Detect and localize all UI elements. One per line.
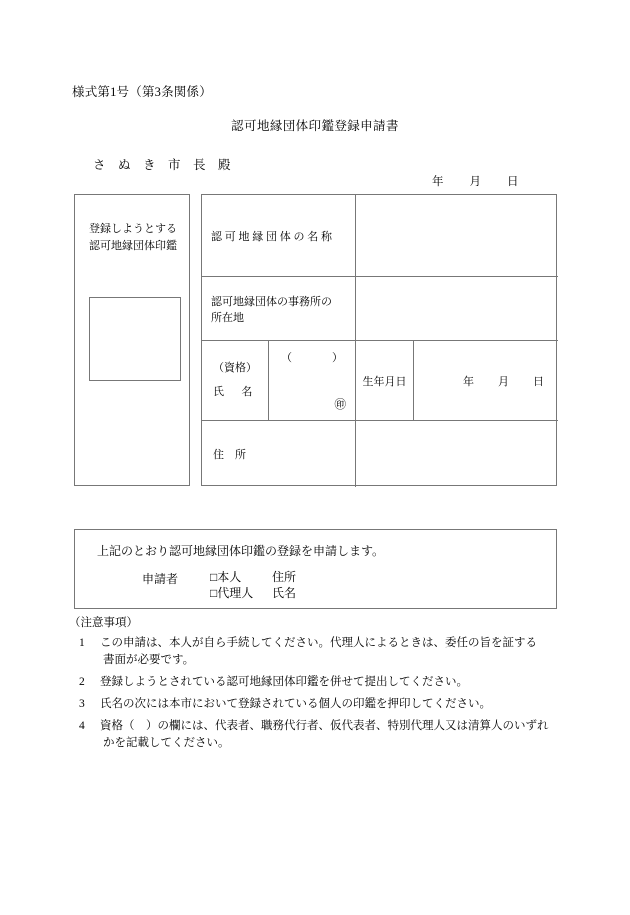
office-address-label: [202, 277, 356, 341]
addressee-line: さ ぬ き 市 長 殿: [93, 158, 231, 172]
qualification-label: （資格）: [213, 362, 257, 375]
checkbox-self[interactable]: □本人: [210, 570, 242, 584]
paren-open: （: [281, 352, 292, 364]
note-text-line1: 登録しようとされている認可地縁団体印鑑を併せて提出してください。: [100, 676, 468, 689]
applicant-label: 申請者: [142, 572, 179, 586]
paren-close: ）: [332, 352, 343, 364]
notes-title: （注意事項）: [69, 617, 138, 629]
note-number: 2: [79, 676, 85, 689]
date-month-label: 月: [469, 176, 481, 188]
note-text-line1: 資格（ ）の欄には、代表者、職務代行者、仮代表者、特別代理人又は清算人のいずれ: [100, 720, 549, 733]
applicant-residence-label: 住所: [272, 570, 297, 584]
date-day-label: 日: [507, 176, 519, 188]
office-address-label-line2: 所在地: [211, 311, 244, 324]
birthdate-month-label: 月: [498, 375, 509, 388]
seal-impression-box: [74, 194, 190, 486]
note-text-line1: この申請は、本人が自ら手続してください。代理人によるときは、委任の旨を証する: [100, 637, 537, 649]
note-item: [69, 718, 569, 752]
birthdate-label: 生年月日: [356, 341, 414, 421]
note-item: [69, 635, 569, 669]
note-text-line1: 氏名の次には本市において登録されている個人の印鑑を押印してください。: [100, 698, 491, 711]
qualification-name-value[interactable]: [269, 341, 356, 421]
checkbox-agent[interactable]: □代理人: [210, 585, 254, 600]
group-name-label: 認 可 地 縁 団 体 の 名 称: [202, 195, 356, 277]
residence-label: 住 所: [202, 421, 356, 487]
qualification-name-label: [202, 341, 269, 421]
qualification-paren: [281, 349, 343, 365]
residence-value[interactable]: [356, 421, 558, 487]
office-address-value[interactable]: [356, 277, 558, 341]
seal-stamp-area[interactable]: [89, 297, 181, 381]
seal-box-caption: [75, 221, 191, 255]
form-number: 様式第1号（第3条関係）: [72, 85, 212, 99]
birthdate-year-label: 年: [463, 375, 474, 388]
office-address-label-line1: 認可地縁団体の事務所の: [211, 295, 332, 308]
application-table: [201, 194, 557, 486]
applicant-option-self-row: [210, 570, 296, 586]
note-number: 3: [79, 698, 85, 711]
note-text-line2: 書面が必要です。: [103, 654, 195, 667]
name-label: 氏 名: [213, 385, 256, 398]
seal-caption-line2: 認可地縁団体印鑑: [89, 240, 177, 253]
declaration-box: [74, 529, 557, 609]
note-text-line2: かを記載してください。: [103, 737, 230, 750]
page-title: 認可地縁団体印鑑登録申請書: [231, 119, 399, 133]
note-number: 4: [79, 720, 85, 733]
note-item: [69, 696, 569, 713]
inkan-seal-icon: ㊞: [334, 399, 346, 411]
note-number: 1: [79, 637, 85, 649]
seal-caption-line1: 登録しようとする: [89, 223, 177, 235]
notes-section: [69, 614, 569, 752]
note-item: [69, 674, 569, 691]
applicant-name-label: 氏名: [272, 585, 297, 600]
birthdate-value[interactable]: [414, 341, 558, 421]
date-year-label: 年: [432, 176, 444, 188]
declaration-statement: 上記のとおり認可地縁団体印鑑の登録を申請します。: [97, 544, 385, 558]
submission-date-line: [432, 173, 519, 189]
birthdate-day-label: 日: [533, 375, 544, 388]
applicant-option-agent-row: [210, 586, 296, 602]
applicant-options: [210, 570, 296, 602]
group-name-value[interactable]: [356, 195, 558, 277]
